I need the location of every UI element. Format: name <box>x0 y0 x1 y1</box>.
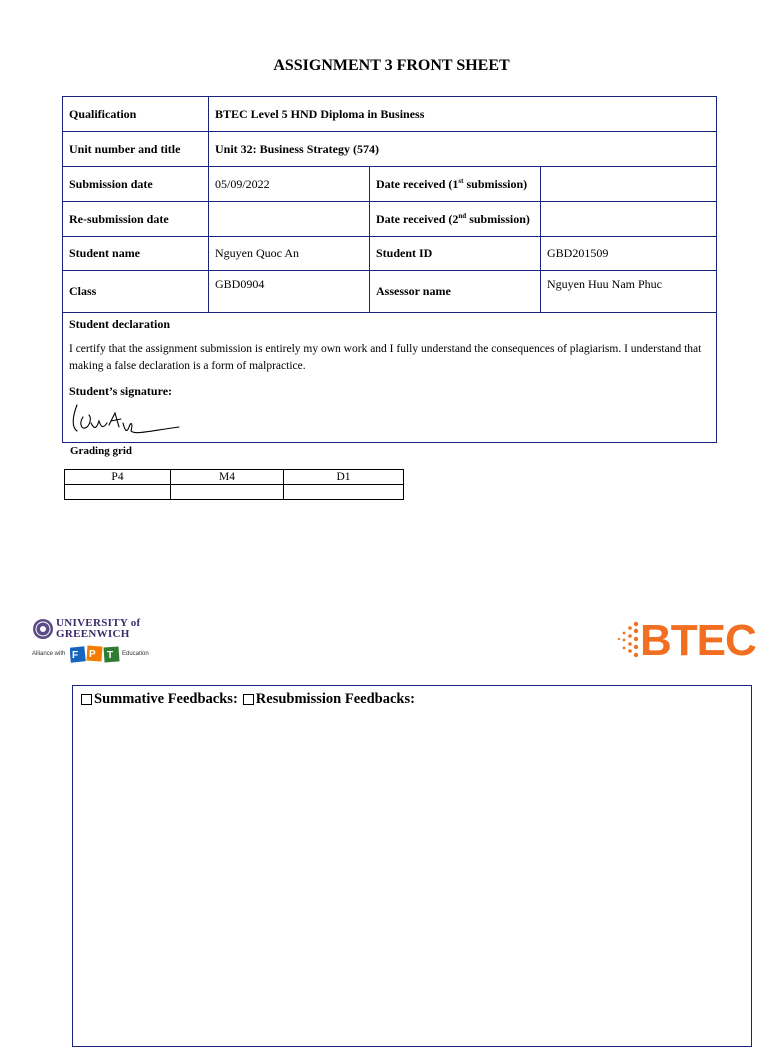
grade-header-m4: M4 <box>171 470 284 485</box>
student-name-value: Nguyen Quoc An <box>209 237 370 271</box>
date-received-1-suffix: submission) <box>463 176 528 191</box>
student-signature <box>69 401 189 437</box>
university-line2: GREENWICH <box>56 628 130 640</box>
greenwich-crest-icon <box>32 618 54 640</box>
class-row <box>63 271 717 313</box>
date-received-2-label <box>370 202 541 237</box>
date-received-2-sup: nd <box>458 211 467 220</box>
alliance-text: Alliance with <box>32 651 66 657</box>
submission-date-label: Submission date <box>63 167 209 202</box>
date-received-1-label <box>370 167 541 202</box>
grade-value-m4 <box>171 485 284 500</box>
grading-grid-label: Grading grid <box>70 445 133 457</box>
grade-value-d1 <box>284 485 404 500</box>
grading-header-row <box>65 470 404 485</box>
grade-value-p4 <box>65 485 171 500</box>
date-received-2-suffix: submission) <box>466 211 530 226</box>
feedback-header <box>81 691 415 708</box>
student-name-label: Student name <box>63 237 209 271</box>
date-received-1-value <box>541 167 717 202</box>
svg-text:F: F <box>72 650 79 661</box>
svg-text:P: P <box>89 649 96 660</box>
grade-header-p4: P4 <box>65 470 171 485</box>
university-line1: UNIVERSITY of <box>56 617 141 629</box>
resubmission-feedback-label: Resubmission Feedbacks: <box>255 691 415 707</box>
unit-row <box>63 132 717 167</box>
student-id-label: Student ID <box>370 237 541 271</box>
class-label: Class <box>63 271 209 313</box>
date-received-1-sup: st <box>458 176 464 185</box>
declaration-row <box>63 313 717 443</box>
resubmission-date-label: Re-submission date <box>63 202 209 237</box>
university-of-greenwich-logo <box>32 617 149 669</box>
date-received-1-prefix: Date received (1 <box>376 176 459 191</box>
submission-date-value: 05/09/2022 <box>209 167 370 202</box>
resubmission-date-value <box>209 202 370 237</box>
feedback-box <box>72 685 752 1047</box>
resubmission-checkbox[interactable] <box>243 694 254 705</box>
fpt-logo-icon <box>70 645 122 663</box>
qualification-row <box>63 97 717 132</box>
summative-checkbox[interactable] <box>81 694 92 705</box>
submission-date-row <box>63 167 717 202</box>
resubmission-date-row <box>63 202 717 237</box>
unit-value: Unit 32: Business Strategy (574) <box>209 132 717 167</box>
btec-logo <box>616 612 768 668</box>
class-value: GBD0904 <box>209 271 370 313</box>
declaration-text: I certify that the assignment submission is entirely my own work and I fully understand the consequences of plagiarism. I understand that making a false declaration is a form of malpractice. <box>69 343 702 372</box>
date-received-2-prefix: Date received (2 <box>376 211 459 226</box>
grading-grid <box>64 469 404 500</box>
student-id-value: GBD201509 <box>541 237 717 271</box>
front-sheet-table <box>62 96 717 443</box>
page-title: ASSIGNMENT 3 FRONT SHEET <box>273 57 510 74</box>
grading-value-row <box>65 485 404 500</box>
declaration-title: Student declaration <box>69 317 171 331</box>
signature-label: Student’s signature: <box>69 384 173 398</box>
qualification-value: BTEC Level 5 HND Diploma in Business <box>209 97 717 132</box>
btec-wordmark: BTEC <box>640 616 756 665</box>
unit-label: Unit number and title <box>63 132 209 167</box>
grade-header-d1: D1 <box>284 470 404 485</box>
svg-text:T: T <box>107 650 114 661</box>
student-row <box>63 237 717 271</box>
qualification-label: Qualification <box>63 97 209 132</box>
summative-feedback-label: Summative Feedbacks: <box>94 691 238 707</box>
assessor-label: Assessor name <box>370 271 541 313</box>
education-text: Education <box>122 651 149 657</box>
btec-dots-icon <box>616 618 642 662</box>
assessor-value: Nguyen Huu Nam Phuc <box>541 271 717 313</box>
declaration-cell <box>63 313 717 443</box>
date-received-2-value <box>541 202 717 237</box>
